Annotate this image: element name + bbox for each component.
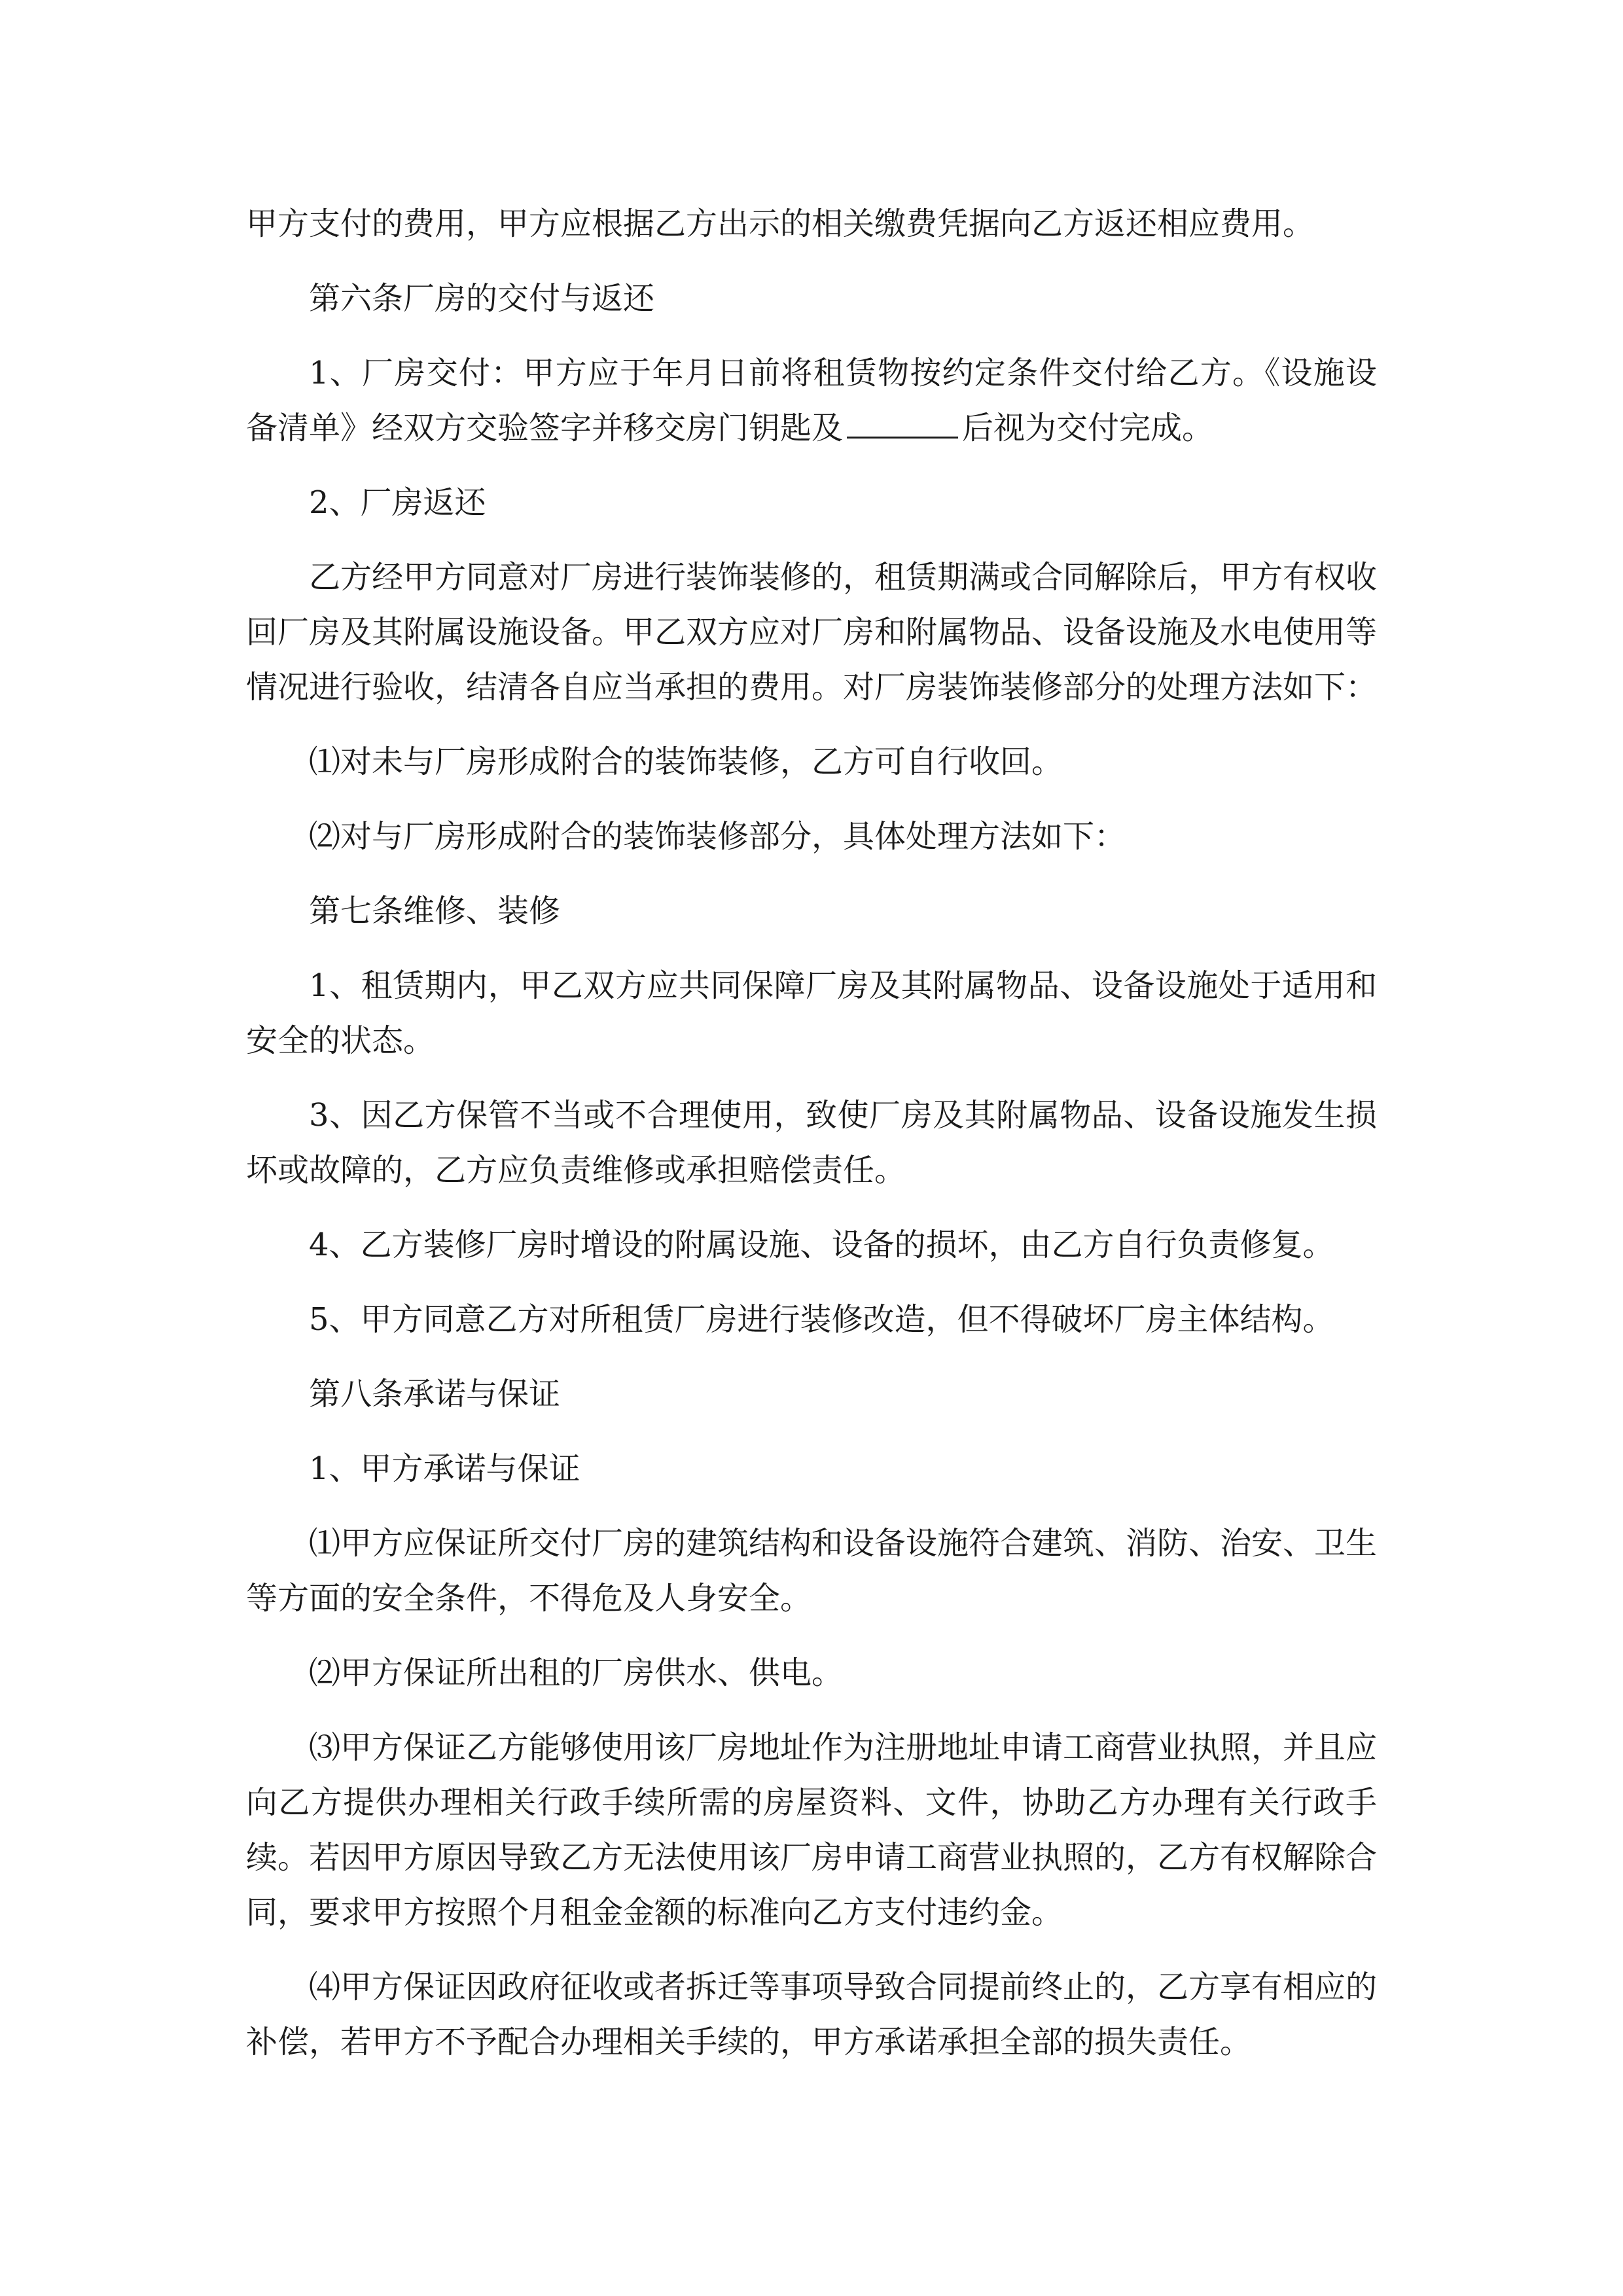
paragraph-maintenance-1: 1、租赁期内，甲乙双方应共同保障厂房及其附属物品、设备设施处于适用和安全的状态。 (246, 967, 1377, 1059)
paragraph-promise-1: ⑴甲方应保证所交付厂房的建筑结构和设备设施符合建筑、消防、治安、卫生等方面的安全条件，不得危及人身安全。 (246, 1525, 1378, 1617)
subheading-party-a-promise: 1、甲方承诺与保证 (309, 1450, 580, 1487)
paragraph-promise-4: ⑷甲方保证因政府征收或者拆迁等事项导致合同提前终止的，乙方享有相应的补偿，若甲方不予配合办理相关手续的，甲方承诺承担全部的损失责任。 (246, 1969, 1378, 2060)
subheading-return: 2、厂房返还 (309, 484, 486, 521)
paragraph-continuation: 甲方支付的费用，甲方应根据乙方出示的相关缴费凭据向乙方返还相应费用。 (246, 206, 1315, 242)
section-heading-article-8: 第八条承诺与保证 (309, 1376, 561, 1412)
section-heading-article-6: 第六条厂房的交付与返还 (309, 280, 655, 317)
fill-in-blank (847, 436, 958, 439)
paragraph-promise-2: ⑵甲方保证所出租的厂房供水、供电。 (309, 1655, 844, 1691)
paragraph-delivery (246, 346, 1377, 456)
paragraph-item-2: ⑵对与厂房形成附合的装饰装修部分，具体处理方法如下： (309, 818, 1126, 855)
paragraph-maintenance-5: 5、甲方同意乙方对所租赁厂房进行装修改造，但不得破坏厂房主体结构。 (309, 1301, 1334, 1338)
document-body (246, 196, 1377, 2089)
section-heading-article-7: 第七条维修、装修 (309, 893, 561, 929)
paragraph-maintenance-4: 4、乙方装修厂房时增设的附属设施、设备的损坏，由乙方自行负责修复。 (309, 1227, 1334, 1263)
delivery-text-after-blank: 后视为交付完成。 (962, 410, 1214, 446)
paragraph-maintenance-3: 3、因乙方保管不当或不合理使用，致使厂房及其附属物品、设备设施发生损坏或故障的，乙方应负责维修或承担赔偿责任。 (246, 1097, 1377, 1189)
paragraph-item-1: ⑴对未与厂房形成附合的装饰装修，乙方可自行收回。 (309, 744, 1063, 780)
delivery-text-before-blank: 1、厂房交付：甲方应于年月日前将租赁物按约定条件交付给乙方。《设施设备清单》经双方交验签字并移交房门钥匙及 (246, 355, 1377, 446)
paragraph-promise-3: ⑶甲方保证乙方能够使用该厂房地址作为注册地址申请工商营业执照，并且应向乙方提供办理相关行政手续所需的房屋资料、文件，协助乙方办理有关行政手续。若因甲方原因导致乙方无法使用该厂房申请工商营业执照的，乙方有权解除合同，要求甲方按照个月租金金额的标准向乙方支付违约金。 (246, 1729, 1378, 1931)
paragraph-return-body: 乙方经甲方同意对厂房进行装饰装修的，租赁期满或合同解除后，甲方有权收回厂房及其附属设施设备。甲乙双方应对厂房和附属物品、设备设施及水电使用等情况进行验收，结清各自应当承担的费用。对厂房装饰装修部分的处理方法如下： (246, 559, 1378, 706)
